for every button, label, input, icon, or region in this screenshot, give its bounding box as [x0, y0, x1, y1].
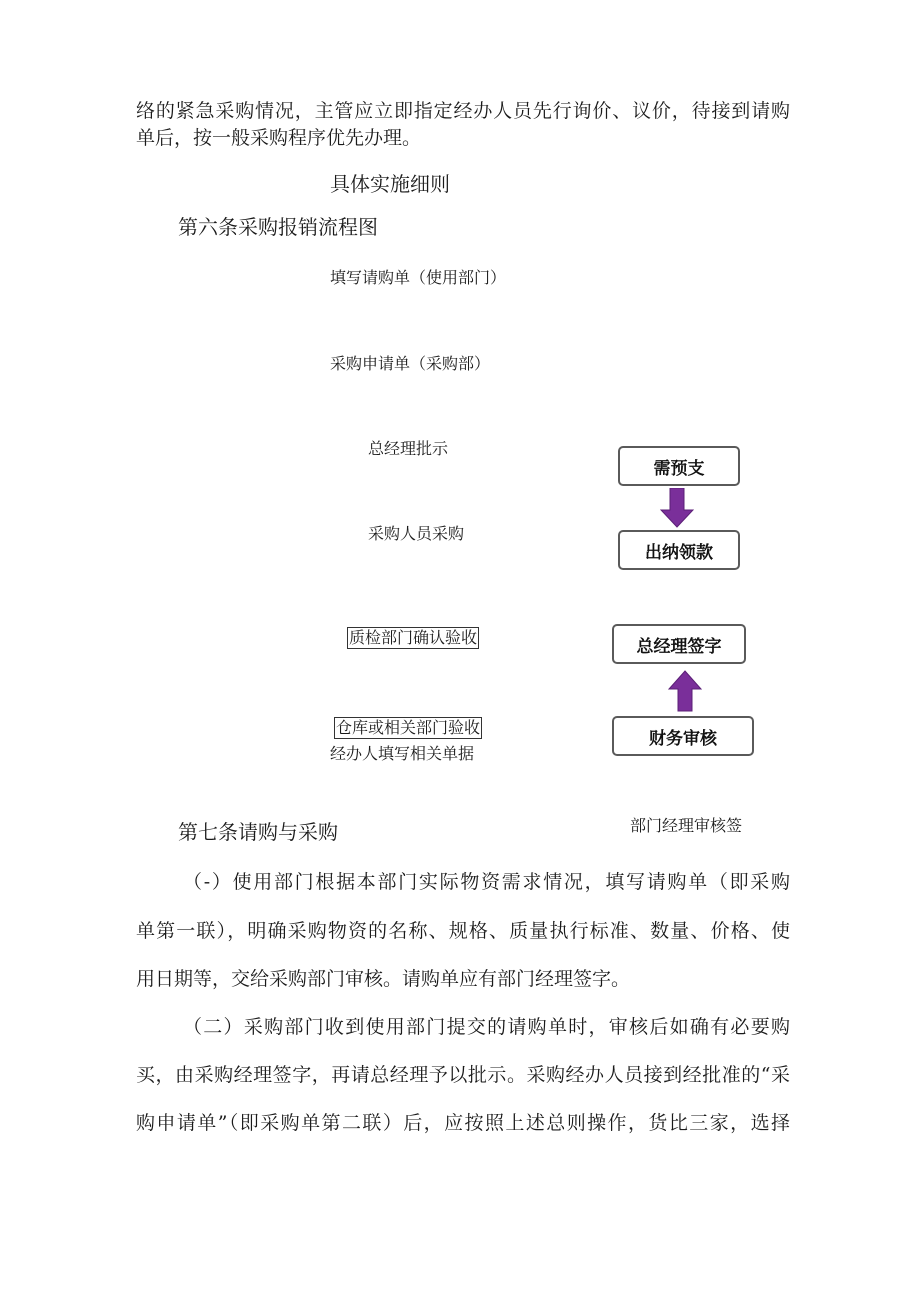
flow-step-warehouse-acceptance: 仓库或相关部门验收 — [336, 718, 481, 737]
flow-box-prepay: 需预支 — [618, 446, 740, 486]
section-title: 具体实施细则 — [330, 172, 450, 196]
arrow-down-icon — [660, 488, 694, 528]
flow-step-fill-request: 填写请购单（使用部门） — [330, 268, 507, 287]
flow-box-finance-review: 财务审核 — [612, 716, 754, 756]
dept-manager-note: 部门经理审核签 — [630, 816, 743, 835]
article6-title: 第六条采购报销流程图 — [178, 215, 378, 239]
flow-step-buyer-purchase: 采购人员采购 — [368, 524, 465, 543]
article7-title: 第七条请购与采购 — [178, 820, 338, 844]
flow-step-purchase-application: 采购申请单（采购部） — [330, 354, 491, 373]
para2-line-2: 买，由采购经理签字，再请总经理予以批示。采购经办人员接到经批准的“采 — [136, 1064, 790, 1086]
para2-line-1: （二）采购部门收到使用部门提交的请购单时，审核后如确有必要购 — [183, 1016, 790, 1038]
para1-line-3: 用日期等，交给采购部门审核。请购单应有部门经理签字。 — [136, 968, 631, 990]
intro-line-2: 单后，按一般采购程序优先办理。 — [136, 127, 422, 149]
flow-step-gm-approval: 总经理批示 — [368, 439, 449, 458]
para1-line-1: （-）使用部门根据本部门实际物资需求情况，填写请购单（即采购 — [183, 871, 790, 893]
flow-box-gm-sign: 总经理签字 — [612, 624, 746, 664]
para2-line-3: 购申请单”（即采购单第二联）后，应按照上述总则操作，货比三家，选择 — [136, 1112, 790, 1134]
arrow-up-icon — [668, 670, 702, 712]
flow-box-cashier: 出纳领款 — [618, 530, 740, 570]
para1-line-2: 单第一联），明确采购物资的名称、规格、质量执行标准、数量、价格、使 — [136, 920, 790, 942]
flow-step-qc-acceptance: 质检部门确认验收 — [349, 628, 478, 647]
intro-line-1: 络的紧急采购情况，主管应立即指定经办人员先行询价、议价，待接到请购 — [136, 100, 790, 122]
flow-step-fill-documents: 经办人填写相关单据 — [330, 744, 475, 763]
